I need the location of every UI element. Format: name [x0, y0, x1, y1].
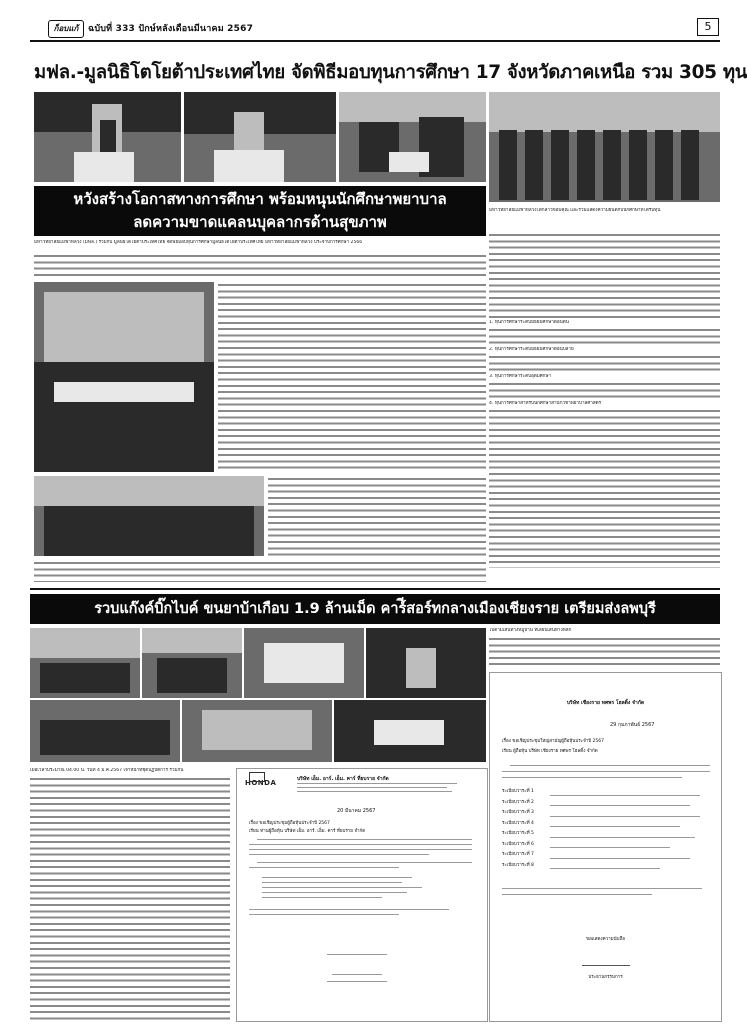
story1-banner — [34, 186, 486, 236]
masthead — [0, 0, 747, 44]
letter2-date: 29 กุมภาพันธ์ 2567 — [610, 722, 655, 728]
notice-letter-honda — [236, 768, 488, 1022]
photo-bikes-1 — [30, 628, 140, 698]
agenda-item: ระเบียบวาระที่ 8 — [502, 862, 534, 868]
agenda-item: ระเบียบวาระที่ 5 — [502, 831, 534, 836]
letter1-salutation: เรียน ท่านผู้ถือหุ้น บริษัท เอ็ม. อาร์. เอ็ม. คาร์ ที่ยบราย จำกัด — [249, 829, 366, 834]
story1-rightcol-text — [489, 232, 720, 318]
letter1-date: 20 มีนาคม 2567 — [337, 808, 376, 814]
story2-banner: รวบแก๊งค์บิ๊กไบค์ ขนยาบ้าเกือบ 1.9 ล้านเม็ด คาร์ีสอร์ทกลางเมืองเชียงราย เตรียมส่งลพบุรี — [30, 594, 720, 624]
list-item: 3. ทุนการศึกษาระดับอุดมศึกษา — [489, 374, 552, 379]
story2-body-text — [30, 776, 230, 1020]
letter2-signer: ประธานกรรมการ — [588, 975, 623, 980]
list-item-text — [489, 381, 720, 401]
photo-group-standing — [489, 92, 720, 202]
photo-evidence-bags — [334, 700, 486, 762]
masthead-rule — [30, 40, 720, 42]
photo-auditorium — [34, 282, 214, 472]
agenda-item: ระเบียบวาระที่ 7 — [502, 852, 534, 857]
agenda-item: ระเบียบวาระที่ 2 — [502, 799, 534, 805]
signature — [582, 955, 630, 966]
photo-bikes-2 — [142, 628, 242, 698]
story2-body-intro: เมื่อเวลาประมาณ 04.00 น. วันที่ 4 มี.ค.2567 เจ้าหน้าที่ชุดปฏิบัติการ ร่วมกัน — [30, 768, 184, 773]
story1-lede: มหาวิทยาลัยแม่ฟ้าหลวง (มฟล.) ร่วมกับ มูลนิธิโตโยต้าประเทศไทย จัดพิธีมอบทุนการศึกษามูลนิธิโตโยต้าประเทศไทย มหาวิทยาลัยแม่ฟ้าหลวง ประจำปีการศึกษา 2566 — [34, 240, 363, 245]
photo-students-seated — [34, 476, 264, 556]
list-item-text — [489, 408, 720, 568]
list-item: 2. ทุนการศึกษาระดับมัธยมศึกษาตอนปลาย — [489, 347, 574, 352]
photo-motorcycles — [30, 700, 180, 762]
story1-lede-text — [34, 253, 486, 278]
honda-wing-icon — [249, 772, 265, 782]
letter1-subject: เรื่อง ขอเชิญประชุมผู้ถือหุ้นประจำปี 2567 — [249, 821, 330, 826]
letter2-closing: ขอแสดงความนับถือ — [586, 937, 625, 942]
story1-banner-line1: หวังสร้างโอกาสทางการศึกษา พร้อมหนุนนักศึกษาพยาบาล — [73, 190, 447, 208]
list-item-text — [489, 327, 720, 347]
list-item-text — [489, 354, 720, 374]
story1-headline: มฟล.-มูลนิธิโตโยต้าประเทศไทย จัดพิธีมอบทุนการศึกษา 17 จังหวัดภาคเหนือ รวม 305 ทุน — [34, 62, 747, 83]
list-item: 4. ทุนการศึกษาสำหรับนักศึกษาสำนักวิชาพยาบาลศาสตร์ — [489, 401, 602, 406]
issue-line: ฉบับที่ 333 ปักษ์หลังเดือนมีนาคม 2567 — [88, 24, 254, 34]
letter1-company: บริษัท เอ็ม. อาร์. เอ็ม. คาร์ ที่ยบราย จำกัด — [297, 776, 389, 782]
honda-logo-text: HONDA — [245, 779, 277, 787]
story1-scholarship-list — [489, 320, 720, 568]
photo-drug-packages — [244, 628, 364, 698]
story1-column-3 — [268, 476, 486, 556]
photo-speaker-podium-1 — [34, 92, 181, 182]
story1-column-4 — [34, 560, 486, 582]
agenda-item: ระเบียบวาระที่ 3 — [502, 810, 534, 815]
story2-rightcol-intro: ไปตามเส้นทางหมู่บ้าน ที่เลียบเส้นทางหลัก — [489, 628, 572, 633]
photo-speaker-podium-2 — [184, 92, 336, 182]
list-item: 1. ทุนการศึกษาระดับมัธยมศึกษาตอนต้น — [489, 320, 569, 325]
notice-letter-tossaporn — [489, 672, 722, 1022]
story-divider — [30, 588, 720, 590]
story1-column-2 — [218, 282, 486, 472]
page-number: 5 — [697, 18, 719, 36]
story2-rightcol-text — [489, 636, 720, 666]
photo-suspects — [366, 628, 486, 698]
letter2-subject: เรื่อง ขอเชิญประชุมใหญ่สามัญผู้ถือหุ้นประจำปี 2567 — [502, 739, 604, 744]
photo-handover-ceremony — [339, 92, 486, 182]
agenda-item: ระเบียบวาระที่ 4 — [502, 820, 534, 826]
photo-officers — [182, 700, 332, 762]
story1-banner-line2: ลดความขาดแคลนบุคลากรด้านสุขภาพ — [133, 213, 387, 231]
newspaper-logo: ก็อบแก้ — [48, 20, 84, 38]
letter2-company: บริษัท เชียงราย ทศพร โฮลดิ้ง จำกัด — [566, 700, 645, 706]
letter2-salutation: เรียน ผู้ถือหุ้น บริษัท เชียงราย ทศพร โฮลดิ้ง จำกัด — [502, 749, 598, 754]
agenda-item: ระเบียบวาระที่ 6 — [502, 841, 534, 847]
story1-rightcol-intro: มหาวิทยาลัยแม่ฟ้าหลวงได้กล่าวขอบคุณ และร่วมแสดงความยินดีกับนักศึกษาที่ได้รับทุน — [489, 208, 661, 213]
agenda-item: ระเบียบวาระที่ 1 — [502, 789, 534, 794]
